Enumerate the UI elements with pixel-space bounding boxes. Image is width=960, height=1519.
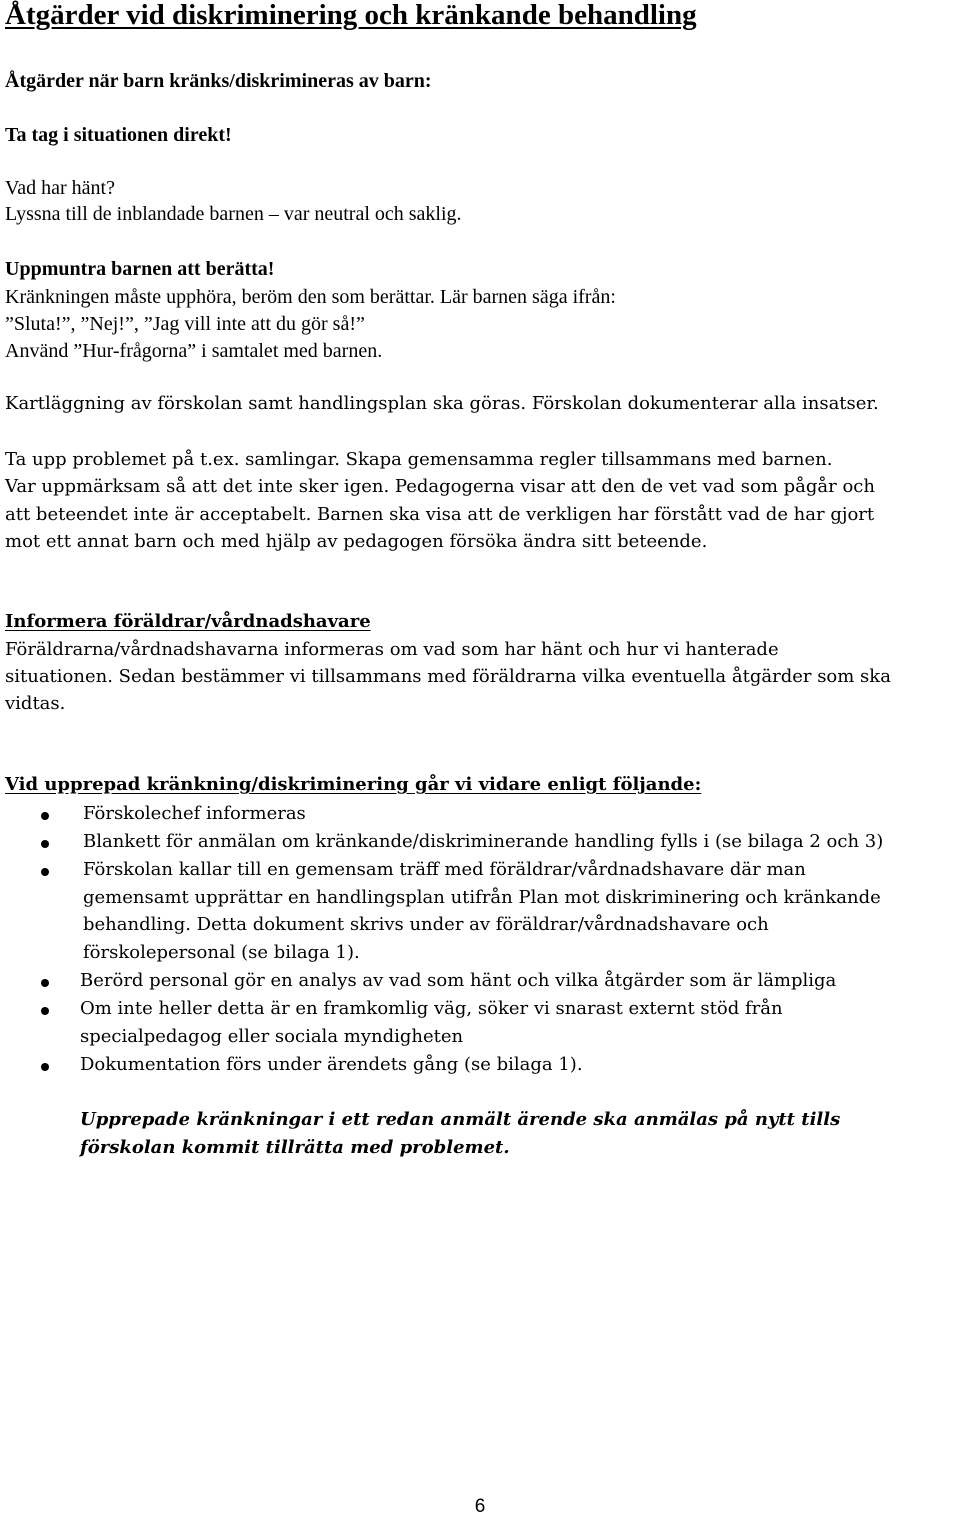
paragraph-line: Kartläggning av förskolan samt handlingsplan ska göras. Förskolan dokumenterar alla insatser. bbox=[5, 393, 879, 414]
paragraph-line: att beteendet inte är acceptabelt. Barnen ska visa att de verkligen har förstått vad de har gjort bbox=[5, 504, 875, 525]
list-item: Förskolan kallar till en gemensam träff med föräldrar/vårdnadshavare där man bbox=[83, 859, 806, 880]
paragraph-line: Var uppmärksam så att det inte sker igen. Pedagogerna visar att den de vet vad som pågår och bbox=[5, 476, 875, 497]
paragraph-line: situationen. Sedan bestämmer vi tillsammans med föräldrarna vilka eventuella åtgärder som ska bbox=[5, 666, 891, 687]
list-item-continuation: specialpedagog eller sociala myndigheten bbox=[80, 1026, 464, 1047]
bullet-icon bbox=[41, 868, 49, 876]
instruction-line: Använd ”Hur-frågorna” i samtalet med barnen. bbox=[5, 340, 383, 362]
instruction-line: ”Sluta!”, ”Nej!”, ”Jag vill inte att du gör så!” bbox=[5, 313, 365, 335]
bullet-icon bbox=[41, 812, 49, 820]
page-title: Åtgärder vid diskriminering och kränkande behandling bbox=[5, 0, 697, 31]
section-heading-parents: Informera föräldrar/vårdnadshavare bbox=[5, 611, 371, 632]
instruction-line: Uppmuntra barnen att berätta! bbox=[5, 258, 275, 280]
list-item-continuation: gemensamt upprättar en handlingsplan utifrån Plan mot diskriminering och kränkande bbox=[83, 887, 881, 908]
paragraph-line: Ta upp problemet på t.ex. samlingar. Skapa gemensamma regler tillsammans med barnen. bbox=[5, 449, 833, 470]
note-line: Upprepade kränkningar i ett redan anmält ärende ska anmälas på nytt tills bbox=[80, 1109, 841, 1130]
instruction-line: Lyssna till de inblandade barnen – var neutral och saklig. bbox=[5, 203, 462, 225]
bullet-icon bbox=[41, 840, 49, 848]
list-item-continuation: förskolepersonal (se bilaga 1). bbox=[83, 942, 360, 963]
instruction-line: Vad har hänt? bbox=[5, 177, 115, 199]
paragraph-line: vidtas. bbox=[5, 693, 66, 714]
section-heading-repeated: Vid upprepad kränkning/diskriminering går vi vidare enligt följande: bbox=[5, 774, 702, 795]
list-item: Om inte heller detta är en framkomlig väg, söker vi snarast externt stöd från bbox=[80, 998, 783, 1019]
bullet-icon bbox=[41, 1007, 49, 1015]
bullet-icon bbox=[41, 979, 49, 987]
list-item: Blankett för anmälan om kränkande/diskriminerande handling fylls i (se bilaga 2 och 3) bbox=[83, 831, 884, 852]
list-item: Berörd personal gör en analys av vad som hänt och vilka åtgärder som är lämpliga bbox=[80, 970, 837, 991]
paragraph-line: Föräldrarna/vårdnadshavarna informeras om vad som har hänt och hur vi hanterade bbox=[5, 639, 779, 660]
note-line: förskolan kommit tillrätta med problemet. bbox=[80, 1137, 510, 1158]
instruction-line: Kränkningen måste upphöra, beröm den som berättar. Lär barnen säga ifrån: bbox=[5, 286, 616, 308]
list-item: Förskolechef informeras bbox=[83, 803, 306, 824]
instruction-line: Ta tag i situationen direkt! bbox=[5, 124, 232, 146]
page-number: 6 bbox=[474, 1496, 486, 1517]
paragraph-line: mot ett annat barn och med hjälp av pedagogen försöka ändra sitt beteende. bbox=[5, 531, 708, 552]
list-item: Dokumentation förs under ärendets gång (se bilaga 1). bbox=[80, 1054, 583, 1075]
list-item-continuation: behandling. Detta dokument skrivs under av föräldrar/vårdnadshavare och bbox=[83, 914, 769, 935]
section-heading-children: Åtgärder när barn kränks/diskrimineras av barn: bbox=[5, 70, 432, 92]
bullet-icon bbox=[41, 1063, 49, 1071]
